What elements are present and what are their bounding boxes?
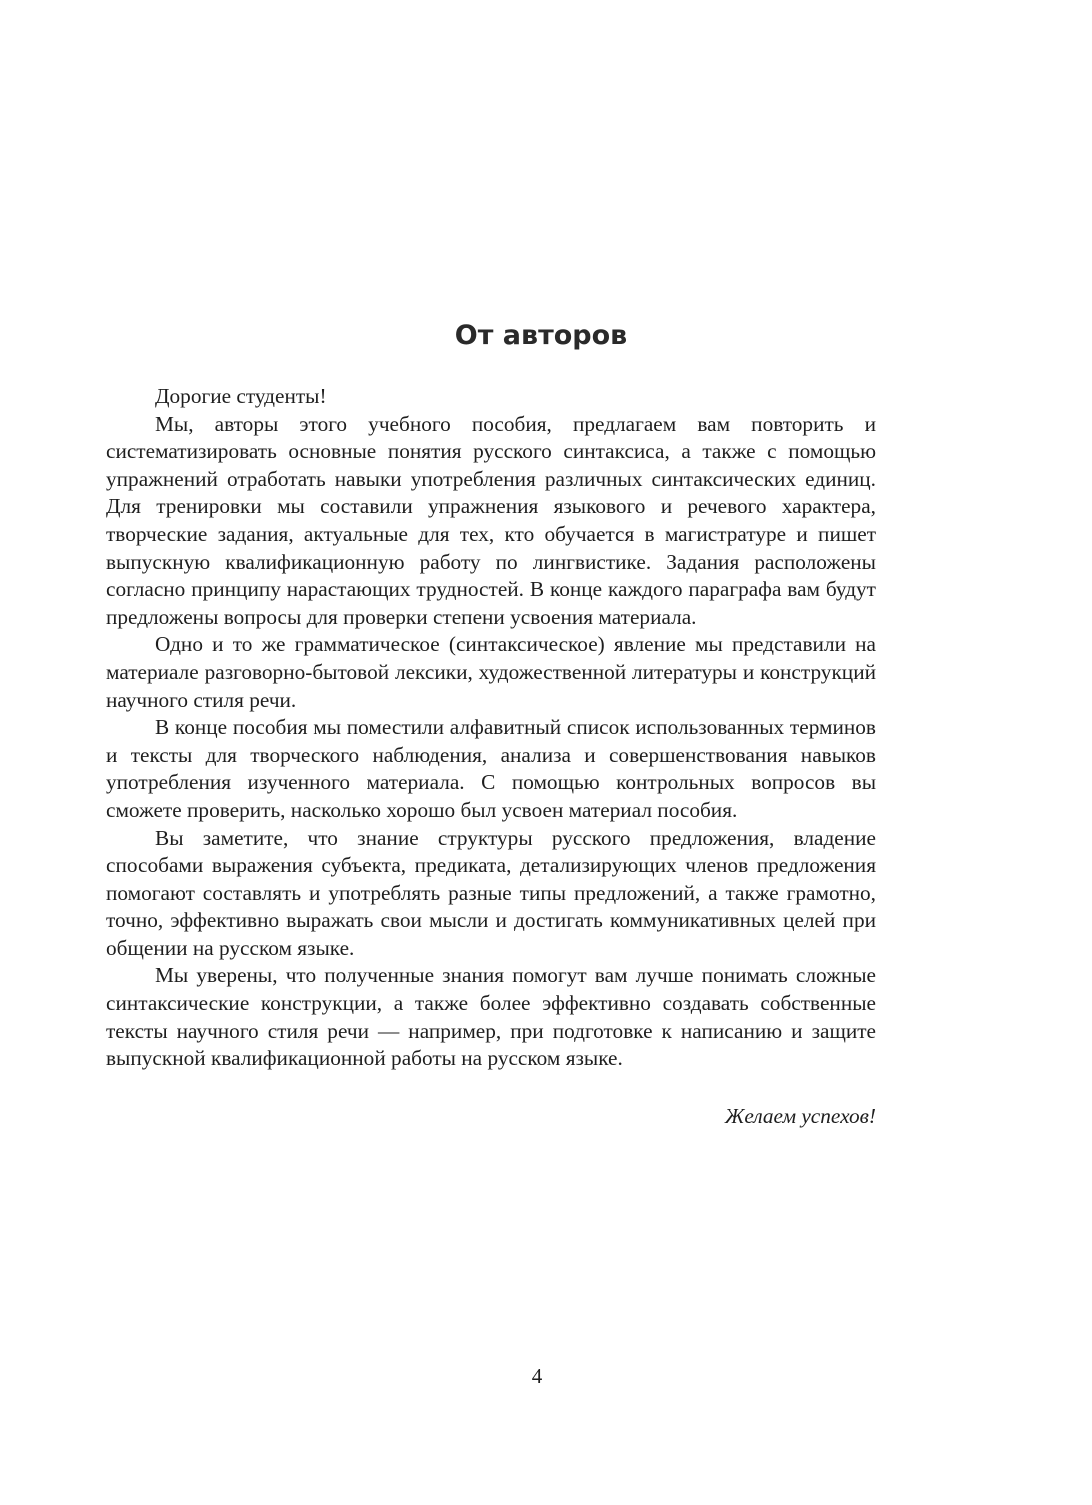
body-text bbox=[106, 383, 876, 1073]
greeting: Дорогие студенты! bbox=[155, 384, 327, 408]
page-number-text: 4 bbox=[531, 1364, 543, 1388]
paragraph-material: Одно и то же грамматическое (синтаксическое) явление мы представили на материале разговорно-бытовой лексики, художественной литературы и конструкций научного стиля речи. bbox=[106, 632, 876, 712]
closing-wish: Желаем успехов! bbox=[724, 1104, 876, 1128]
paragraph-glossary: В конце пособия мы поместили алфавитный список использованных терминов и тексты для творческого наблюдения, анализа и совершенствования навыков употребления изученного материала. С помощью контрольных вопросов вы сможете проверить, насколько хорошо был усвоен материал пособия. bbox=[106, 715, 876, 822]
page-number bbox=[0, 1362, 1092, 1390]
paragraph-intro: Мы, авторы этого учебного пособия, предлагаем вам повторить и систематизировать основные понятия русского синтаксиса, а также с помощью упражнений отработать навыки употребления различных синтаксических единиц. Для тренировки мы составили упражнения языкового и речевого характера, творческие задания, актуальные для тех, кто обучается в магистратуре и пишет выпускную квалификационную работу по лингвистике. Задания расположены согласно принципу нарастающих трудностей. В конце каждого параграфа вам будут предложены вопросы для проверки степени усвоения материала. bbox=[106, 411, 876, 629]
paragraph-conclusion: Мы уверены, что полученные знания помогут вам лучше понимать сложные синтаксические конструкции, а также более эффективно создавать собственные тексты научного стиля речи — например, при подготовке к написанию и защите выпускной квалификационной работы на русском языке. bbox=[106, 963, 876, 1071]
page-title-text: От авторов bbox=[454, 320, 628, 351]
page-title bbox=[0, 316, 1092, 356]
paragraph-structure: Вы заметите, что знание структуры русского предложения, владение способами выражения субъекта, предиката, детализирующих членов предложения помогают составлять и употреблять разные типы предложений, а также грамотно, точно, эффективно выражать свои мысли и достигать коммуникативных целей при общении на русском языке. bbox=[106, 825, 876, 960]
